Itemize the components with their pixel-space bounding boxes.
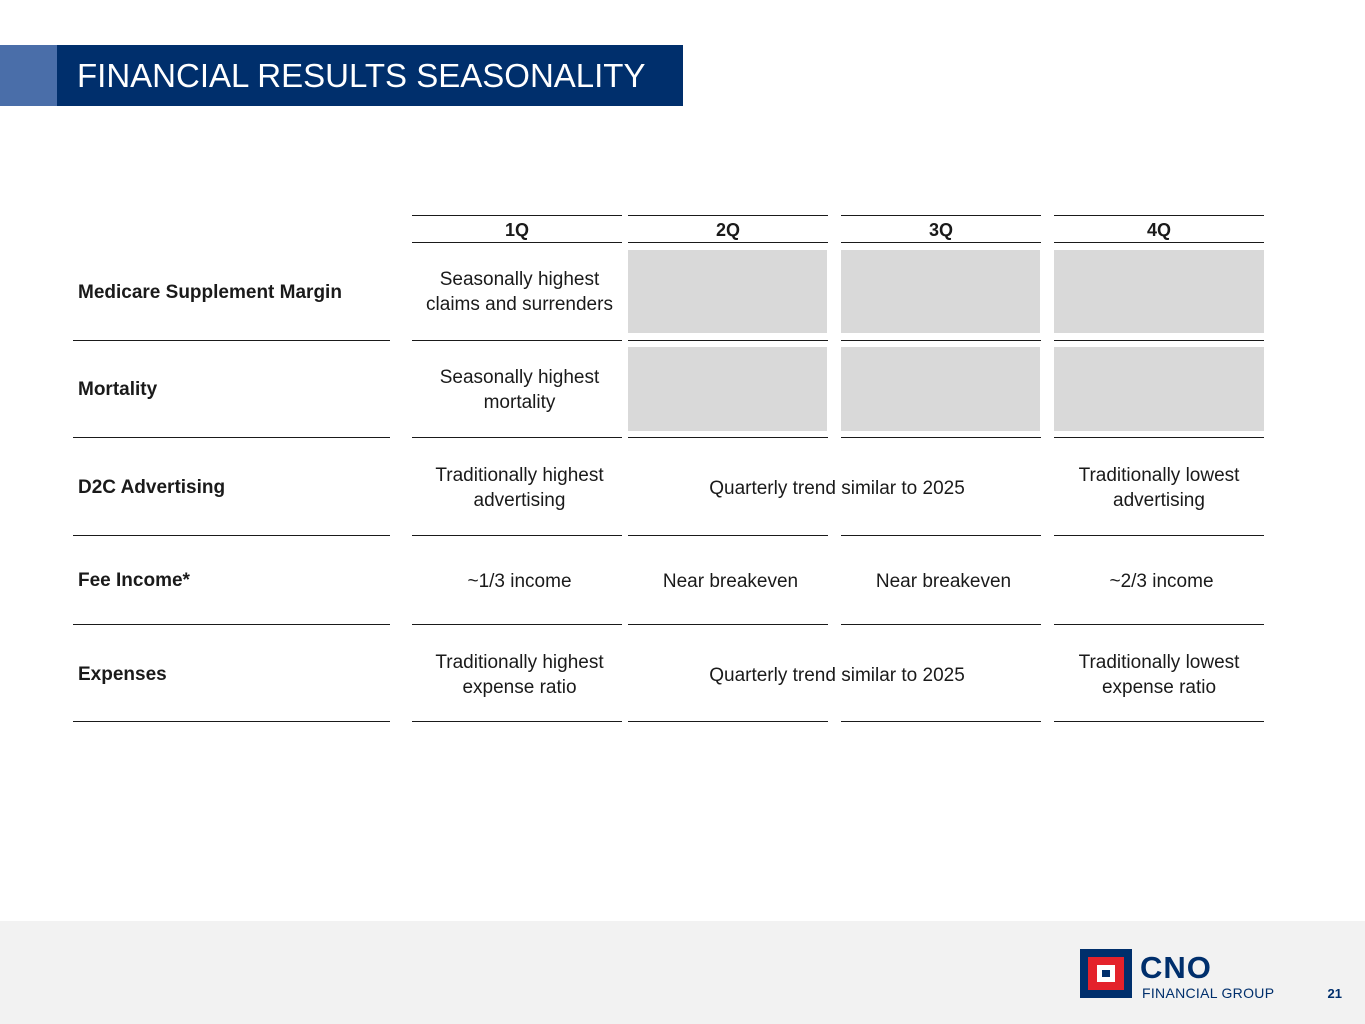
row-rule bbox=[841, 535, 1041, 536]
header-top-rule-2q bbox=[628, 215, 828, 216]
row-rule bbox=[412, 624, 622, 625]
row-rule bbox=[841, 624, 1041, 625]
cell-d2c-1q: Traditionally highest advertising bbox=[435, 465, 604, 511]
cell-d2c-4q: Traditionally lowest advertising bbox=[1078, 465, 1240, 511]
cell-fee-income-3q: Near breakeven bbox=[875, 570, 1012, 592]
header-top-rule-4q bbox=[1054, 215, 1264, 216]
cell-fee-income-1q: ~1/3 income bbox=[467, 570, 572, 592]
cell-expenses-1q: Traditionally highest expense ratio bbox=[435, 652, 604, 698]
row-rule bbox=[628, 721, 828, 722]
row-rule bbox=[73, 535, 390, 536]
cell-d2c-2q-3q: Quarterly trend similar to 2025 bbox=[709, 477, 965, 499]
row-rule bbox=[628, 535, 828, 536]
empty-cell-mortality-4q bbox=[1054, 347, 1264, 431]
cell-mortality-1q: Seasonally highest mortality bbox=[439, 367, 600, 413]
logo-subtitle: FINANCIAL GROUP bbox=[1142, 985, 1275, 1001]
title-accent-bar bbox=[0, 45, 57, 106]
row-rule bbox=[1054, 535, 1264, 536]
column-header-1q: 1Q bbox=[504, 220, 529, 240]
column-header-3q: 3Q bbox=[928, 220, 953, 240]
row-rule bbox=[73, 624, 390, 625]
row-label-fee-income: Fee Income* bbox=[78, 570, 190, 591]
logo-white-square bbox=[1097, 965, 1115, 982]
row-rule bbox=[73, 340, 390, 341]
empty-cell-mortality-3q bbox=[841, 347, 1040, 431]
logo-wordmark: CNO bbox=[1140, 950, 1212, 985]
logo-red-square bbox=[1088, 957, 1124, 990]
row-label-medicare-supplement: Medicare Supplement Margin bbox=[78, 282, 342, 303]
logo-center-square bbox=[1102, 970, 1110, 977]
empty-cell-medicare-3q bbox=[841, 250, 1040, 333]
cell-fee-income-2q: Near breakeven bbox=[662, 570, 799, 592]
row-rule bbox=[841, 340, 1041, 341]
row-rule bbox=[841, 721, 1041, 722]
row-rule bbox=[412, 340, 622, 341]
column-header-2q: 2Q bbox=[715, 220, 740, 240]
row-rule bbox=[1054, 721, 1264, 722]
row-rule bbox=[841, 437, 1041, 438]
row-rule bbox=[1054, 340, 1264, 341]
cell-medicare-1q: Seasonally highest claims and surrenders bbox=[426, 269, 613, 315]
header-top-rule-3q bbox=[841, 215, 1041, 216]
empty-cell-medicare-2q bbox=[628, 250, 827, 333]
row-label-mortality: Mortality bbox=[78, 379, 158, 400]
page-number: 21 bbox=[1327, 986, 1342, 1001]
column-header-4q: 4Q bbox=[1146, 220, 1171, 240]
cell-fee-income-4q: ~2/3 income bbox=[1109, 570, 1214, 592]
row-label-d2c-advertising: D2C Advertising bbox=[78, 477, 226, 498]
header-top-rule-1q bbox=[412, 215, 622, 216]
row-rule bbox=[412, 437, 622, 438]
cell-expenses-2q-3q: Quarterly trend similar to 2025 bbox=[709, 664, 965, 686]
row-rule bbox=[73, 721, 390, 722]
row-rule bbox=[1054, 437, 1264, 438]
row-rule bbox=[628, 437, 828, 438]
cell-expenses-4q: Traditionally lowest expense ratio bbox=[1078, 652, 1240, 698]
row-label-expenses: Expenses bbox=[78, 664, 167, 685]
empty-cell-mortality-2q bbox=[628, 347, 827, 431]
cno-logo-icon bbox=[1080, 949, 1132, 998]
row-rule bbox=[628, 624, 828, 625]
row-rule bbox=[1054, 624, 1264, 625]
row-rule bbox=[412, 535, 622, 536]
row-rule bbox=[73, 437, 390, 438]
row-rule bbox=[412, 721, 622, 722]
row-rule bbox=[628, 340, 828, 341]
empty-cell-medicare-4q bbox=[1054, 250, 1264, 333]
page-title: FINANCIAL RESULTS SEASONALITY bbox=[57, 45, 683, 106]
